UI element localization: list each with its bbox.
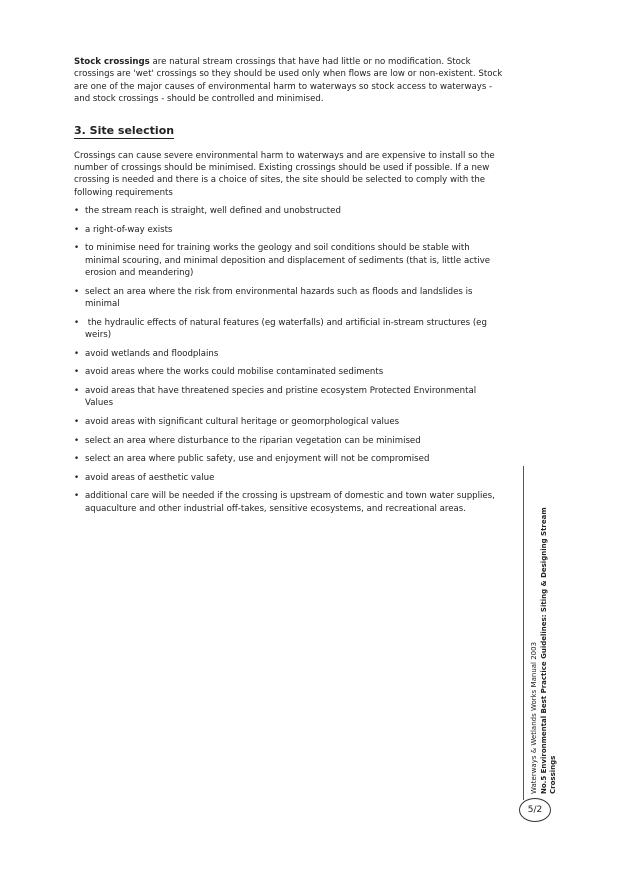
list-item: • a right-of-way exists [74,224,173,235]
bullet: • [74,454,80,465]
bullet: • [74,435,80,446]
spine-divider [523,466,524,800]
list-item: • select an area where public safety, use and enjoyment will not be compromised [74,454,430,465]
bullet: • [74,367,80,378]
page-content [74,56,506,521]
bullet: • [74,243,80,254]
bullet: • [74,417,80,428]
requirements-list [74,205,506,515]
manual-title: Waterways & Wetlands Works Manual 2003 [530,641,538,794]
list-item: • the hydraulic effects of natural features (eg waterfalls) and artificial in-stream structures (eg weirs) [74,317,490,341]
intro-text: are natural stream crossings that have had little or no modification. Stock crossings are 'wet' crossings so they should be used only when flows are low or non-existent. Stock are one of the major causes of environmental harm to waterways so stock access to waterways - and stock crossings - should be controlled and minimised. [74,57,503,105]
bullet: • [74,206,80,217]
list-item: • avoid areas where the works could mobilise contaminated sediments [74,367,384,378]
intro-paragraph [74,56,506,106]
list-item: • avoid areas of aesthetic value [74,472,215,483]
section-lead: Crossings can cause severe environmental harm to waterways and are expensive to install so the number of crossings should be minimised. Existing crossings should be used if possible. If a new crossing is needed and there is a choice of sites, the site should be selected to comply with the following requirements [74,150,495,198]
intro-term: Stock crossings [74,57,150,67]
bullet: • [74,348,80,359]
list-item: • select an area where the risk from environmental hazards such as floods and landslides is minimal [74,286,473,310]
bullet: • [74,491,80,502]
bullet: • [74,472,80,483]
bullet: • [74,224,80,235]
running-footer [530,494,559,794]
guideline-title: No.5 Environmental Best Practice Guidelines: Siting & Designing Stream Crossings [539,507,557,794]
section-heading: 3. Site selection [74,123,175,137]
list-item: • additional care will be needed if the crossing is upstream of domestic and town water supplies, aquaculture and other industrial off-takes, sensitive ecosystems, and recreational areas. [74,491,495,514]
page-number: 5/2 [519,798,551,822]
bullet: • [74,317,80,328]
bullet: • [74,286,80,297]
list-item: • avoid wetlands and floodplains [74,348,219,359]
list-item: • select an area where disturbance to the riparian vegetation can be minimised [74,435,421,446]
list-item: • the stream reach is straight, well defined and unobstructed [74,206,341,217]
bullet: • [74,386,80,397]
list-item: • avoid areas with significant cultural heritage or geomorphological values [74,417,400,428]
list-item: • to minimise need for training works the geology and soil conditions should be stable with minimal scouring, and minimal deposition and displacement of sediments (that is, little active erosion and meandering) [74,243,491,279]
list-item: • avoid areas that have threatened species and pristine ecosystem Protected Environmental Values [74,386,477,409]
